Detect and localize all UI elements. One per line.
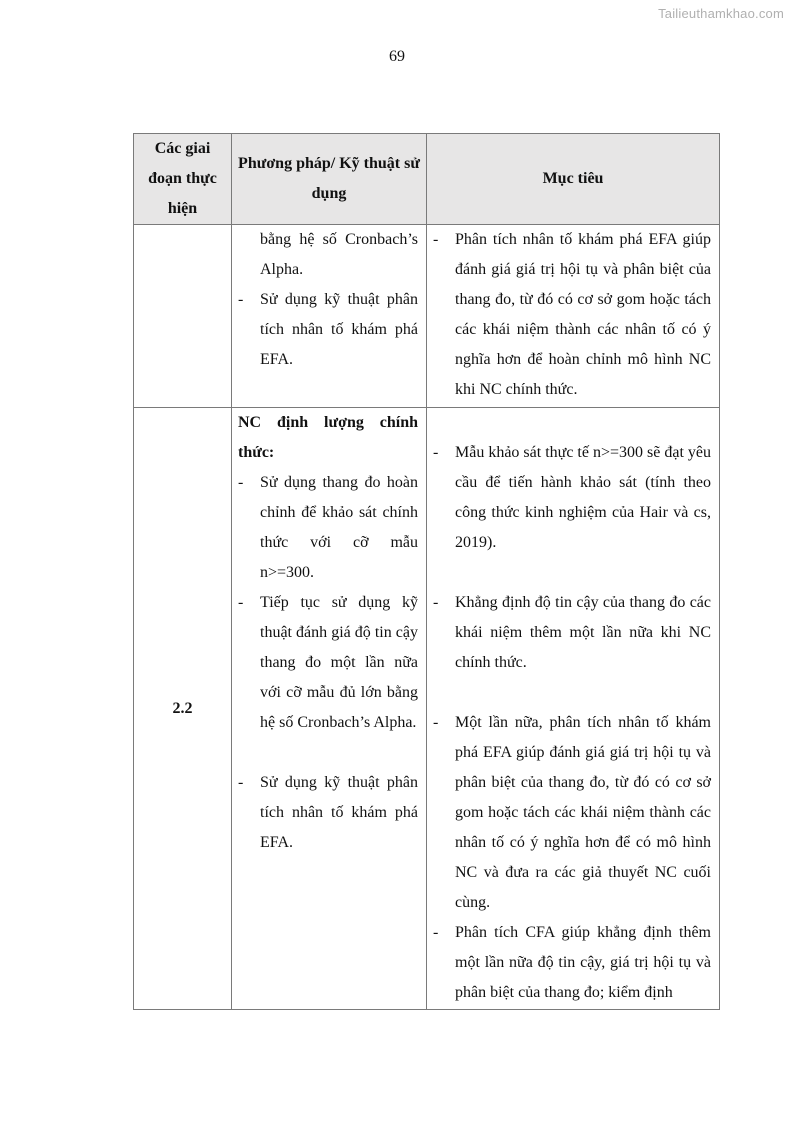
stage-cell: 2.2 [134,408,232,1010]
method-cell [232,225,427,408]
objective-item: - Khẳng định độ tin cậy của thang đo các khái niệm thêm một lần nữa khi NC chính thức. [433,588,711,678]
header-method: Phương pháp/ Kỹ thuật sử dụng [232,134,427,225]
method-item: - Sử dụng kỹ thuật phân tích nhân tố khám phá EFA. [238,768,418,858]
watermark: Tailieuthamkhao.com [658,6,784,21]
table-row [134,225,720,408]
header-stage: Các giai đoạn thực hiện [134,134,232,225]
objective-cell [427,408,720,1010]
method-section-title: NC định lượng chính thức: [238,414,418,461]
bullet-dash: - [433,231,439,248]
table-header-row [134,134,720,225]
stage-cell [134,225,232,408]
bullet-dash: - [433,594,439,611]
bullet-dash: - [433,924,439,941]
objective-item: - Mẫu khảo sát thực tế n>=300 sẽ đạt yêu cầu để tiến hành khảo sát (tính theo công thức kinh nghiệm của Hair và cs, 2019). [433,438,711,558]
header-objective: Mục tiêu [427,134,720,225]
method-cell [232,408,427,1010]
method-item: - Sử dụng kỹ thuật phân tích nhân tố khám phá EFA. [238,285,418,375]
bullet-dash: - [238,774,244,791]
method-item: - Tiếp tục sử dụng kỹ thuật đánh giá độ tin cậy thang đo một lần nữa với cỡ mẫu đủ lớn bằng hệ số Cronbach’s Alpha. [238,588,418,738]
objective-cell [427,225,720,408]
objective-item: - Một lần nữa, phân tích nhân tố khám phá EFA giúp đánh giá giá trị hội tụ và phân biệt của thang đo, từ đó có cơ sở gom hoặc tách các khái niệm thành các nhân tố có ý nghĩa hơn để có mô hình NC và đưa ra các giả thuyết NC cuối cùng. [433,708,711,918]
objective-item: - Phân tích nhân tố khám phá EFA giúp đánh giá giá trị hội tụ và phân biệt của thang đo, từ đó có cơ sở gom hoặc tách các khái niệm thành các nhân tố có ý nghĩa hơn để hoàn chỉnh mô hình NC khi NC chính thức. [433,225,711,405]
bullet-dash: - [238,594,244,611]
objective-item: - Phân tích CFA giúp khẳng định thêm một lần nữa độ tin cậy, giá trị hội tụ và phân biệt của thang đo; kiểm định [433,918,711,1008]
method-item: - Sử dụng thang đo hoàn chỉnh để khảo sát chính thức với cỡ mẫu n>=300. [238,468,418,588]
method-continuation: bằng hệ số Cronbach’s Alpha. [260,231,418,278]
bullet-dash: - [238,474,244,491]
bullet-dash: - [433,714,439,731]
bullet-dash: - [433,444,439,461]
research-stages-table [133,133,720,1010]
bullet-dash: - [238,291,244,308]
table-row [134,408,720,1010]
page-number: 69 [389,48,405,65]
